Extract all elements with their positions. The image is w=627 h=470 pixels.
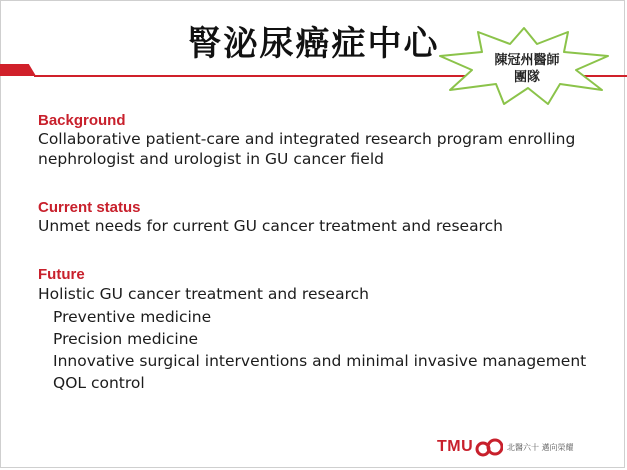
- list-item: Preventive medicine: [53, 308, 212, 326]
- logo-60-mark-icon: [475, 436, 503, 458]
- section-text-line: Holistic GU cancer treatment and research: [38, 285, 369, 303]
- list-item: QOL control: [53, 374, 145, 392]
- section-current-status: [38, 199, 503, 236]
- team-badge-line1: 陳冠州醫師: [494, 53, 560, 68]
- team-badge-text: [487, 52, 567, 86]
- section-text-line: Unmet needs for current GU cancer treatment and research: [38, 217, 503, 235]
- logo-text: TMU: [437, 438, 474, 455]
- slide-title: 腎泌尿癌症中心: [187, 24, 440, 64]
- section-heading: Current status: [38, 199, 141, 216]
- team-badge-line2: 團隊: [513, 70, 540, 85]
- logo-tagline: 北醫六十 邁向榮耀: [507, 443, 574, 452]
- list-item: Precision medicine: [53, 330, 199, 348]
- section-future: [38, 266, 586, 394]
- section-heading: Background: [38, 112, 126, 129]
- section-text-line: nephrologist and urologist in GU cancer field: [38, 150, 384, 168]
- list-item: Innovative surgical interventions and minimal invasive management: [53, 352, 587, 370]
- section-heading: Future: [38, 266, 85, 283]
- section-background: [38, 112, 575, 169]
- tmu-logo: [437, 436, 607, 460]
- section-text-line: Collaborative patient-care and integrated research program enrolling: [38, 130, 576, 148]
